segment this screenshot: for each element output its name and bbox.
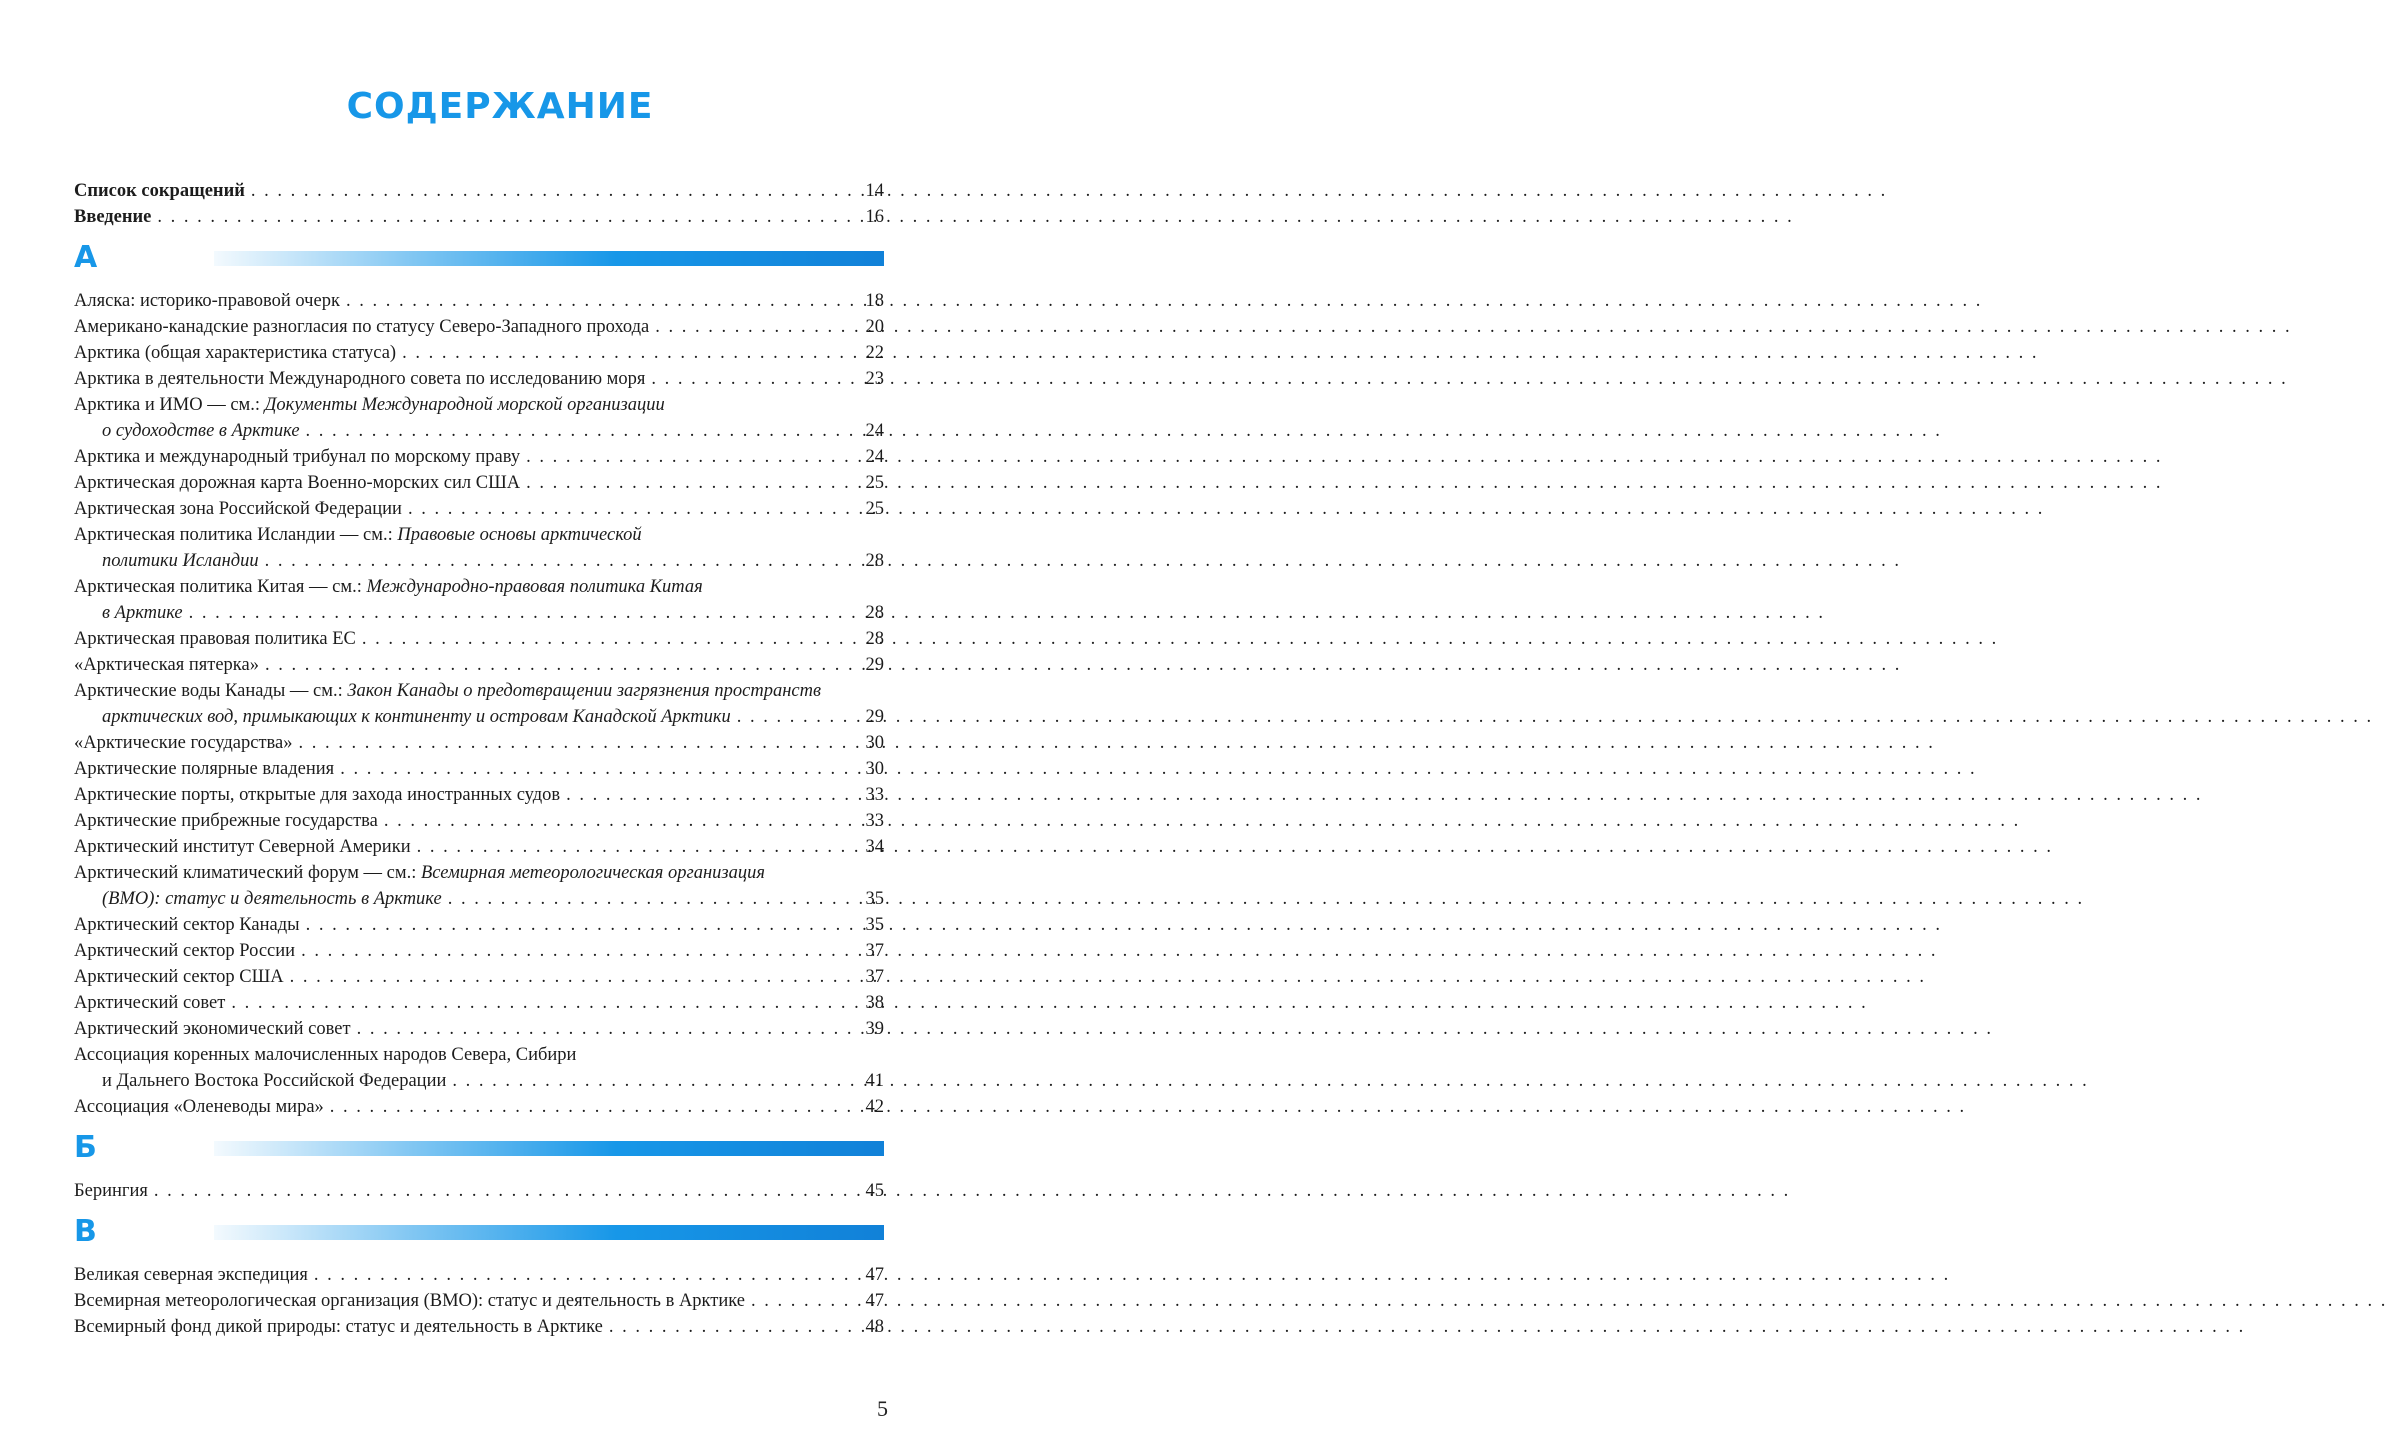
toc-entry-title: Аляска: историко-правовой очерк bbox=[74, 291, 340, 311]
toc-entry-text bbox=[74, 990, 225, 1016]
section-gradient-bar bbox=[214, 251, 884, 266]
dot-leader bbox=[655, 314, 859, 340]
toc-entry-text bbox=[74, 1178, 148, 1204]
toc-entry-title: Введение bbox=[74, 207, 152, 227]
toc-page-number: 16 bbox=[865, 207, 884, 227]
toc-entry-title: Арктическая политика Исландии — см.: bbox=[74, 525, 398, 545]
toc-entry-line bbox=[74, 652, 884, 678]
toc-entry-text bbox=[74, 626, 356, 652]
toc-page-number: 35 bbox=[865, 915, 884, 935]
toc-entry-line bbox=[74, 496, 884, 522]
toc-entry-title: Арктический институт Северной Америки bbox=[74, 837, 411, 857]
toc-page-number: 39 bbox=[865, 1019, 884, 1039]
toc-entry-title: «Арктическая пятерка» bbox=[74, 655, 259, 675]
toc-entry-line bbox=[74, 808, 884, 834]
dot-leader bbox=[737, 704, 860, 730]
toc-page-number: 28 bbox=[865, 551, 884, 571]
toc-entry[interactable] bbox=[74, 1288, 884, 1314]
toc-entry-line bbox=[74, 782, 884, 808]
toc-entry-line bbox=[74, 314, 884, 340]
toc-entry[interactable] bbox=[74, 938, 884, 964]
toc-entry-text bbox=[102, 600, 183, 626]
toc-entry[interactable] bbox=[74, 340, 884, 366]
toc-entry-text bbox=[74, 522, 642, 548]
dot-leader bbox=[384, 808, 860, 834]
dot-leader bbox=[314, 1262, 860, 1288]
toc-entry[interactable] bbox=[74, 1262, 884, 1288]
toc-entry-line bbox=[74, 522, 884, 548]
toc-entry-text bbox=[74, 288, 340, 314]
toc-entry[interactable] bbox=[74, 522, 884, 574]
toc-entry-line bbox=[74, 938, 884, 964]
toc-entry[interactable] bbox=[74, 756, 884, 782]
toc-entry-line bbox=[74, 1042, 884, 1068]
dot-leader bbox=[346, 288, 860, 314]
dot-leader bbox=[452, 1068, 859, 1094]
toc-entry-line bbox=[74, 704, 884, 730]
toc-page-number: 35 bbox=[865, 889, 884, 909]
toc-entry-title: Арктика и международный трибунал по морскому праву bbox=[74, 447, 521, 467]
toc-entry-title: Арктические воды Канады — см.: bbox=[74, 681, 348, 701]
toc-entry-line bbox=[74, 678, 884, 704]
toc-entry-line bbox=[74, 860, 884, 886]
toc-entry-text bbox=[74, 204, 151, 230]
toc-entry[interactable] bbox=[74, 912, 884, 938]
toc-entry-title: Всемирная метеорологическая организация (ВМО): статус и деятельность в Арктике bbox=[74, 1291, 746, 1311]
dot-leader bbox=[526, 470, 859, 496]
toc-page-number: 33 bbox=[865, 811, 884, 831]
toc-entry-title: Арктика в деятельности Международного совета по исследованию моря bbox=[74, 369, 646, 389]
toc-entry-line bbox=[74, 626, 884, 652]
toc-entry-line bbox=[74, 548, 884, 574]
toc-cross-reference: Международно-правовая политика Китая bbox=[366, 577, 703, 597]
toc-entry-title: Арктика (общая характеристика статуса) bbox=[74, 343, 397, 363]
toc-entry-title: и Дальнего Востока Российской Федерации bbox=[102, 1071, 447, 1091]
toc-entry[interactable] bbox=[74, 444, 884, 470]
dot-leader bbox=[306, 418, 860, 444]
dot-leader bbox=[330, 1094, 860, 1120]
toc-entry-line bbox=[74, 444, 884, 470]
toc-cross-reference: политики Исландии bbox=[102, 551, 259, 571]
toc-entry-text bbox=[74, 730, 293, 756]
page-number: 5 bbox=[877, 1396, 888, 1421]
toc-entry[interactable] bbox=[74, 574, 884, 626]
dot-leader bbox=[189, 600, 860, 626]
toc-entry-title: Арктические полярные владения bbox=[74, 759, 335, 779]
section-gradient-bar bbox=[214, 1225, 884, 1240]
toc-entry-text bbox=[102, 704, 731, 730]
dot-leader bbox=[251, 178, 860, 204]
toc-entry-text bbox=[102, 886, 442, 912]
toc-entry[interactable] bbox=[74, 834, 884, 860]
toc-entry-line bbox=[74, 600, 884, 626]
toc-page-number: 28 bbox=[865, 603, 884, 623]
toc-entry-text bbox=[102, 548, 259, 574]
toc-entry-line bbox=[74, 574, 884, 600]
toc-page-number: 47 bbox=[865, 1291, 884, 1311]
toc-entry-title: Арктическая дорожная карта Военно-морских сил США bbox=[74, 473, 521, 493]
dot-leader bbox=[340, 756, 859, 782]
dot-leader bbox=[417, 834, 860, 860]
toc-entry-line bbox=[74, 392, 884, 418]
dot-leader bbox=[448, 886, 860, 912]
toc-entry[interactable] bbox=[74, 470, 884, 496]
dot-leader bbox=[265, 652, 860, 678]
toc-cross-reference: о судоходстве в Арктике bbox=[102, 421, 300, 441]
toc-entry-title: Арктический сектор России bbox=[74, 941, 296, 961]
toc-entry-line bbox=[74, 1068, 884, 1094]
toc-entry-text bbox=[74, 756, 334, 782]
toc-entry-text bbox=[74, 314, 649, 340]
toc-page-number: 34 bbox=[865, 837, 884, 857]
toc-page-number: 41 bbox=[865, 1071, 884, 1091]
toc-entry-title: Арктические порты, открытые для захода иностранных судов bbox=[74, 785, 561, 805]
toc-entry-text bbox=[74, 1042, 576, 1068]
toc-entry-line bbox=[74, 756, 884, 782]
toc-entry-line bbox=[74, 1288, 884, 1314]
toc-entry-title: Великая северная экспедиция bbox=[74, 1265, 308, 1285]
dot-leader bbox=[609, 1314, 860, 1340]
toc-entry-title: Берингия bbox=[74, 1181, 148, 1201]
table-of-contents bbox=[74, 178, 884, 1340]
dot-leader bbox=[751, 1288, 859, 1314]
section-header bbox=[74, 1132, 884, 1164]
toc-entry-title: Арктический климатический форум — см.: bbox=[74, 863, 421, 883]
dot-leader bbox=[566, 782, 859, 808]
dot-leader bbox=[402, 340, 859, 366]
dot-leader bbox=[290, 964, 860, 990]
toc-entry-title: Арктический совет bbox=[74, 993, 226, 1013]
toc-entry[interactable] bbox=[74, 1314, 884, 1340]
toc-entry-line bbox=[74, 204, 884, 230]
toc-page-number: 37 bbox=[865, 967, 884, 987]
toc-entry-title: Арктический сектор Канады bbox=[74, 915, 300, 935]
toc-cross-reference: Правовые основы арктической bbox=[397, 525, 642, 545]
toc-entry-title: Арктическая правовая политика ЕС bbox=[74, 629, 356, 649]
toc-entry[interactable] bbox=[74, 178, 884, 204]
section-letter: А bbox=[74, 240, 98, 275]
toc-cross-reference: Документы Международной морской организации bbox=[264, 395, 665, 415]
toc-page-number: 24 bbox=[865, 447, 884, 467]
page-title: СОДЕРЖАНИЕ bbox=[346, 86, 654, 127]
toc-entry-line bbox=[74, 990, 884, 1016]
toc-entry-line bbox=[74, 1314, 884, 1340]
toc-entry-line bbox=[74, 418, 884, 444]
dot-leader bbox=[301, 938, 859, 964]
toc-entry-text bbox=[74, 1288, 745, 1314]
toc-entry-text bbox=[74, 574, 703, 600]
toc-page-number: 20 bbox=[865, 317, 884, 337]
toc-entry-text bbox=[74, 834, 411, 860]
section-letter: Б bbox=[74, 1130, 97, 1165]
toc-entry-text bbox=[74, 652, 259, 678]
toc-page-number: 24 bbox=[865, 421, 884, 441]
toc-entry-title: Ассоциация коренных малочисленных народов Севера, Сибири bbox=[74, 1045, 577, 1065]
dot-leader bbox=[157, 204, 859, 230]
dot-leader bbox=[357, 1016, 860, 1042]
toc-entry-text bbox=[102, 418, 300, 444]
dot-leader bbox=[154, 1178, 860, 1204]
toc-entry-line bbox=[74, 834, 884, 860]
toc-entry[interactable] bbox=[74, 496, 884, 522]
toc-cross-reference: в Арктике bbox=[102, 603, 183, 623]
toc-entry[interactable] bbox=[74, 678, 884, 730]
toc-page-number: 38 bbox=[865, 993, 884, 1013]
toc-entry[interactable] bbox=[74, 288, 884, 314]
toc-entry-text bbox=[74, 444, 520, 470]
toc-entry-line bbox=[74, 912, 884, 938]
toc-entry-title: Всемирный фонд дикой природы: статус и деятельность в Арктике bbox=[74, 1317, 603, 1337]
toc-entry-text bbox=[74, 1314, 603, 1340]
toc-entry-text bbox=[102, 1068, 446, 1094]
toc-entry-text bbox=[74, 912, 300, 938]
toc-entry-text bbox=[74, 366, 645, 392]
dot-leader bbox=[651, 366, 859, 392]
toc-entry-line bbox=[74, 886, 884, 912]
toc-page-number: 48 bbox=[865, 1317, 884, 1337]
toc-entry[interactable] bbox=[74, 314, 884, 340]
toc-entry-title: Арктические прибрежные государства bbox=[74, 811, 378, 831]
toc-page-number: 22 bbox=[865, 343, 884, 363]
section-gradient-bar bbox=[214, 1141, 884, 1156]
toc-entry-line bbox=[74, 1094, 884, 1120]
toc-entry[interactable] bbox=[74, 1178, 884, 1204]
toc-entry[interactable] bbox=[74, 392, 884, 444]
toc-entry-text bbox=[74, 496, 402, 522]
toc-entry-line bbox=[74, 1178, 884, 1204]
toc-entry-text bbox=[74, 782, 560, 808]
dot-leader bbox=[265, 548, 860, 574]
toc-entry-text bbox=[74, 938, 295, 964]
toc-entry-title: Ассоциация «Оленеводы мира» bbox=[74, 1097, 324, 1117]
toc-page-number: 28 bbox=[865, 629, 884, 649]
toc-page-number: 45 bbox=[865, 1181, 884, 1201]
toc-entry-line bbox=[74, 1262, 884, 1288]
toc-entry[interactable] bbox=[74, 1016, 884, 1042]
toc-entry[interactable] bbox=[74, 366, 884, 392]
toc-entry-text bbox=[74, 1262, 308, 1288]
toc-page-number: 25 bbox=[865, 499, 884, 519]
toc-entry-text bbox=[74, 392, 665, 418]
toc-entry[interactable] bbox=[74, 1094, 884, 1120]
toc-page-number: 25 bbox=[865, 473, 884, 493]
toc-entry-line bbox=[74, 470, 884, 496]
toc-entry[interactable] bbox=[74, 204, 884, 230]
toc-page-number: 29 bbox=[865, 707, 884, 727]
toc-entry[interactable] bbox=[74, 964, 884, 990]
toc-entry[interactable] bbox=[74, 730, 884, 756]
toc-entry-title: Арктическая политика Китая — см.: bbox=[74, 577, 367, 597]
toc-entry[interactable] bbox=[74, 626, 884, 652]
toc-cross-reference: (ВМО): статус и деятельность в Арктике bbox=[102, 889, 442, 909]
toc-cross-reference: Всемирная метеорологическая организация bbox=[420, 863, 765, 883]
toc-entry-title: Американо-канадские разногласия по статусу Северо-Западного прохода bbox=[74, 317, 650, 337]
section-letter: В bbox=[74, 1214, 97, 1249]
toc-entry-line bbox=[74, 366, 884, 392]
toc-entry-line bbox=[74, 178, 884, 204]
toc-page-number: 47 bbox=[865, 1265, 884, 1285]
toc-entry-line bbox=[74, 1016, 884, 1042]
toc-entry-text bbox=[74, 860, 765, 886]
toc-page-number: 37 bbox=[865, 941, 884, 961]
toc-entry-text bbox=[74, 1094, 324, 1120]
toc-entry-title: Арктическая зона Российской Федерации bbox=[74, 499, 402, 519]
dot-leader bbox=[362, 626, 860, 652]
dot-leader bbox=[231, 990, 859, 1016]
toc-entry-text bbox=[74, 178, 245, 204]
toc-page-number: 33 bbox=[865, 785, 884, 805]
toc-entry-line bbox=[74, 730, 884, 756]
toc-entry-text bbox=[74, 964, 284, 990]
toc-page-number: 14 bbox=[865, 181, 884, 201]
toc-entry[interactable] bbox=[74, 652, 884, 678]
toc-entry-text bbox=[74, 340, 396, 366]
dot-leader bbox=[306, 912, 860, 938]
toc-cross-reference: Закон Канады о предотвращении загрязнения пространств bbox=[347, 681, 821, 701]
toc-entry-text bbox=[74, 1016, 351, 1042]
toc-page-number: 42 bbox=[865, 1097, 884, 1117]
toc-entry[interactable] bbox=[74, 1042, 884, 1094]
toc-entry[interactable] bbox=[74, 808, 884, 834]
section-header bbox=[74, 1216, 884, 1248]
toc-entry-line bbox=[74, 964, 884, 990]
toc-entry-text bbox=[74, 470, 520, 496]
toc-entry[interactable] bbox=[74, 782, 884, 808]
toc-entry[interactable] bbox=[74, 990, 884, 1016]
toc-page-number: 23 bbox=[865, 369, 884, 389]
toc-entry-text bbox=[74, 678, 821, 704]
toc-page-number: 30 bbox=[865, 733, 884, 753]
toc-page-number: 18 bbox=[865, 291, 884, 311]
toc-page-number: 29 bbox=[865, 655, 884, 675]
dot-leader bbox=[526, 444, 859, 470]
toc-entry[interactable] bbox=[74, 860, 884, 912]
dot-leader bbox=[299, 730, 860, 756]
dot-leader bbox=[408, 496, 860, 522]
toc-entry-title: «Арктические государства» bbox=[74, 733, 293, 753]
toc-entry-title: Арктический сектор США bbox=[74, 967, 284, 987]
toc-entry-title: Арктика и ИМО — см.: bbox=[74, 395, 265, 415]
toc-entry-title: Арктический экономический совет bbox=[74, 1019, 351, 1039]
toc-page-number: 30 bbox=[865, 759, 884, 779]
toc-cross-reference: арктических вод, примыкающих к континенту и островам Канадской Арктики bbox=[102, 707, 731, 727]
section-header bbox=[74, 242, 884, 274]
toc-entry-title: Список сокращений bbox=[74, 181, 245, 201]
toc-entry-line bbox=[74, 340, 884, 366]
toc-entry-text bbox=[74, 808, 378, 834]
toc-entry-line bbox=[74, 288, 884, 314]
